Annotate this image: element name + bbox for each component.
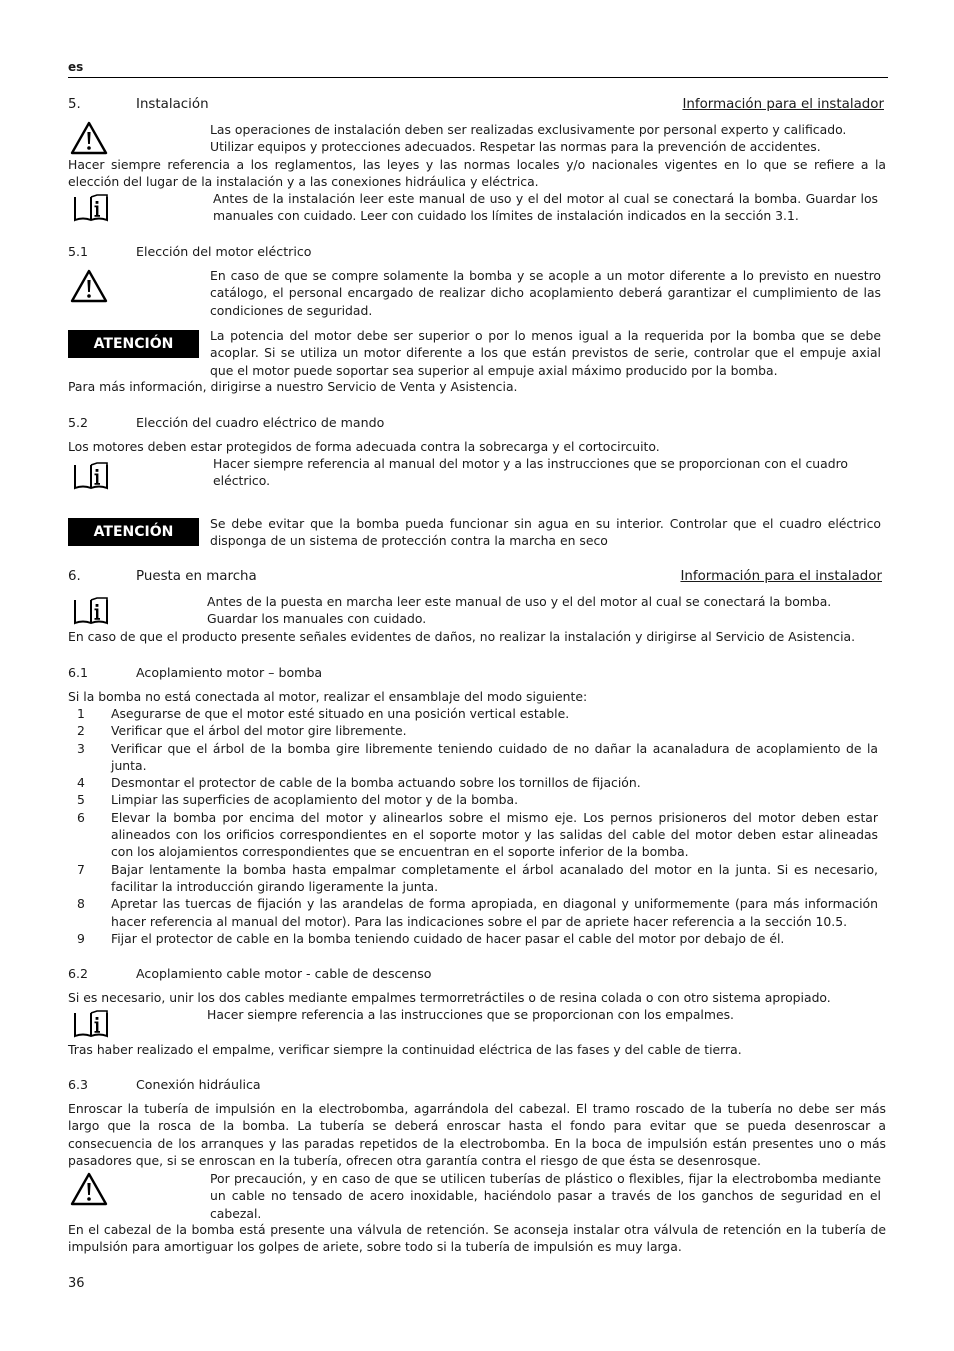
step-text: Elevar la bomba por encima del motor y alinearlos sobre el mismo eje. Los pernos prisioneros del motor deben estar alineados con los orificios correspondientes en el soporte motor y las salidas del cable del motor deben estar alineadas con los alojamientos correspondientes que se encuentran en el soporte inferior de la bomba. — [111, 809, 878, 860]
warning-icon — [70, 269, 108, 303]
section-5-1-number: 5.1 — [68, 244, 89, 259]
step-number: 3 — [77, 740, 85, 756]
section-5-2-info-text: Hacer siempre referencia al manual del motor y a las instrucciones que se proporcionan con el cuadro eléctrico. — [213, 456, 848, 489]
step-text: Verificar que el árbol de la bomba gire libremente teniendo cuidado de no dañar la acanaladura de acoplamiento de la junta. — [111, 740, 878, 773]
list-item — [68, 774, 878, 791]
manual-info-icon — [73, 193, 109, 223]
step-text: Fijar el protector de cable en la bomba teniendo cuidado de hacer pasar el cable del motor por debajo de él. — [111, 930, 785, 946]
list-item — [68, 740, 878, 775]
section-6-audience: Información para el instalador — [680, 569, 882, 584]
section-6-3-number: 6.3 — [68, 1077, 89, 1092]
warning-line: Las operaciones de instalación deben ser realizadas exclusivamente por personal experto y calificado. — [210, 122, 847, 137]
step-text: Verificar que el árbol del motor gire libremente. — [111, 723, 407, 739]
section-6-3-title: Conexión hidráulica — [136, 1077, 261, 1092]
header-rule — [68, 77, 888, 78]
section-6-3-warning-text: Por precaución, y en caso de que se utilicen tuberías de plástico o flexibles, fijar la electrobomba mediante un cable no tensado de acero inoxidable, haciéndolo pasar a través de los ganchos de seguridad en el cabezal. — [210, 1171, 881, 1221]
section-6-1-intro: Si la bomba no está conectada al motor, realizar el ensamblaje del modo siguiente: — [68, 689, 588, 704]
step-text: Desmontar el protector de cable de la bomba actuando sobre los tornillos de fijación. — [111, 775, 641, 791]
manual-info-icon — [73, 1009, 109, 1039]
step-number: 9 — [77, 930, 85, 946]
list-item — [68, 930, 878, 947]
step-number: 8 — [77, 896, 85, 912]
section-6-2-title: Acoplamiento cable motor - cable de descenso — [136, 966, 432, 981]
warning-line: Utilizar equipos y protecciones adecuados. Respetar las normas para la prevención de accidentes. — [210, 139, 821, 155]
list-item — [68, 809, 878, 861]
section-5-1-paragraph: Para más información, dirigirse a nuestro Servicio de Venta y Asistencia. — [68, 379, 518, 394]
list-item — [68, 895, 878, 930]
section-5-2-attention-text: Se debe evitar que la bomba pueda funcionar sin agua en su interior. Controlar que el cuadro eléctrico disponga de un sistema de protección contra la marcha en seco — [210, 516, 881, 549]
list-item — [68, 705, 878, 722]
section-6-2-number: 6.2 — [68, 966, 89, 981]
step-number: 2 — [77, 723, 85, 739]
section-6-paragraph: En caso de que el producto presente señales evidentes de daños, no realizar la instalación y dirigirse al Servicio de Asistencia. — [68, 629, 856, 644]
page-number: 36 — [68, 1276, 85, 1291]
section-6-1-number: 6.1 — [68, 665, 89, 680]
step-number: 6 — [77, 809, 85, 825]
language-code: es — [68, 60, 84, 74]
step-text: Apretar las tuercas de fijación y las arandelas de forma apropiada, en diagonal y uniformemente (para más información hacer referencia al manual del motor). Para las indicaciones sobre el par de apriete hacer referencia a la sección 10.5. — [111, 896, 878, 929]
warning-icon — [70, 1172, 108, 1206]
warning-icon — [70, 121, 108, 155]
section-5-title: Instalación — [136, 97, 209, 112]
section-5-paragraph: Hacer siempre referencia a los reglamentos, las leyes y las normas locales y/o nacionales vigentes en lo que se refiere a la elección del lugar de la instalación y a las conexiones hidráulica y eléctrica. — [68, 157, 886, 190]
section-5-info-text: Antes de la instalación leer este manual de uso y el del motor al cual se conectará la bomba. Guardar los manuales con cuidado. Leer con cuidado los límites de instalación indicados en la sección 3.1. — [213, 191, 878, 224]
section-5-2-paragraph: Los motores deben estar protegidos de forma adecuada contra la sobrecarga y el cortocircuito. — [68, 439, 660, 454]
section-5-2-number: 5.2 — [68, 415, 89, 430]
section-5-audience: Información para el instalador — [682, 97, 884, 112]
step-text: Bajar lentamente la bomba hasta empalmar completamente el árbol acanalado del motor en la junta. Si es necesario, facilitar la introducción girando ligeramente la junta. — [111, 861, 878, 894]
section-5-1-attention-text: La potencia del motor debe ser superior o por lo menos igual a la requerida por la bomba que se debe acoplar. Si se utiliza un motor diferente a los que están previstos de serie, controlar que el empuje axial que el motor puede soportar sea superior al empuje axial máximo producido por la bomba. — [210, 328, 881, 378]
section-6-1-title: Acoplamiento motor – bomba — [136, 665, 323, 680]
section-5-2-title: Elección del cuadro eléctrico de mando — [136, 415, 385, 430]
list-item — [68, 722, 878, 739]
attention-badge: ATENCIÓN — [68, 330, 199, 358]
section-6-3-paragraph-1: Enroscar la tubería de impulsión en la electrobomba, agarrándola del cabezal. El tramo roscado de la tubería no debe ser más largo que la rosca de la bomba. La tubería se deberá enroscar hasta el fondo para evitar que se pueda desenroscar a consecuencia de los arranques y las paradas repetidos de la electrobomba. En la boca de impulsión están presentes uno o más pasadores que, si se enroscan en la tubería, ofrecen otra garantía contra el riesgo de que ésta se desenrosque. — [68, 1101, 886, 1168]
manual-info-icon — [73, 596, 109, 626]
section-6-title: Puesta en marcha — [136, 569, 257, 584]
step-number: 4 — [77, 775, 85, 791]
section-6-number: 6. — [68, 569, 81, 584]
step-number: 7 — [77, 861, 85, 877]
manual-info-icon — [73, 461, 109, 491]
section-5-warning-text — [210, 121, 886, 156]
section-6-2-info-text: Hacer siempre referencia a las instrucciones que se proporcionan con los empalmes. — [207, 1007, 734, 1022]
step-text: Asegurarse de que el motor esté situado en una posición vertical estable. — [111, 706, 570, 721]
section-6-2-paragraph-1: Si es necesario, unir los dos cables mediante empalmes termorretráctiles o de resina colada o con otro sistema apropiado. — [68, 990, 831, 1005]
list-item — [68, 861, 878, 896]
attention-badge: ATENCIÓN — [68, 518, 199, 546]
section-6-3-paragraph-2: En el cabezal de la bomba está presente una válvula de retención. Se aconseja instalar otra válvula de retención en la tubería de impulsión para amortiguar los golpes de ariete, sobre todo si la tubería de impulsión es muy larga. — [68, 1222, 886, 1255]
section-5-1-title: Elección del motor eléctrico — [136, 244, 312, 259]
section-6-2-paragraph-2: Tras haber realizado el empalme, verificar siempre la continuidad eléctrica de las fases y del cable de tierra. — [68, 1042, 742, 1057]
assembly-steps-list — [68, 705, 878, 947]
step-text: Limpiar las superficies de acoplamiento del motor y de la bomba. — [111, 792, 519, 808]
section-5-number: 5. — [68, 97, 81, 112]
step-number: 5 — [77, 792, 85, 808]
step-number: 1 — [77, 706, 85, 721]
list-item — [68, 791, 878, 808]
section-5-1-warning-text: En caso de que se compre solamente la bomba y se acople a un motor diferente a lo previsto en nuestro catálogo, el personal encargado de realizar dicho acoplamiento deberá garantizar el cumplimiento de las condiciones de seguridad. — [210, 268, 881, 318]
section-6-info-text: Antes de la puesta en marcha leer este manual de uso y el del motor al cual se conectará la bomba. Guardar los manuales con cuidado. — [207, 594, 832, 627]
